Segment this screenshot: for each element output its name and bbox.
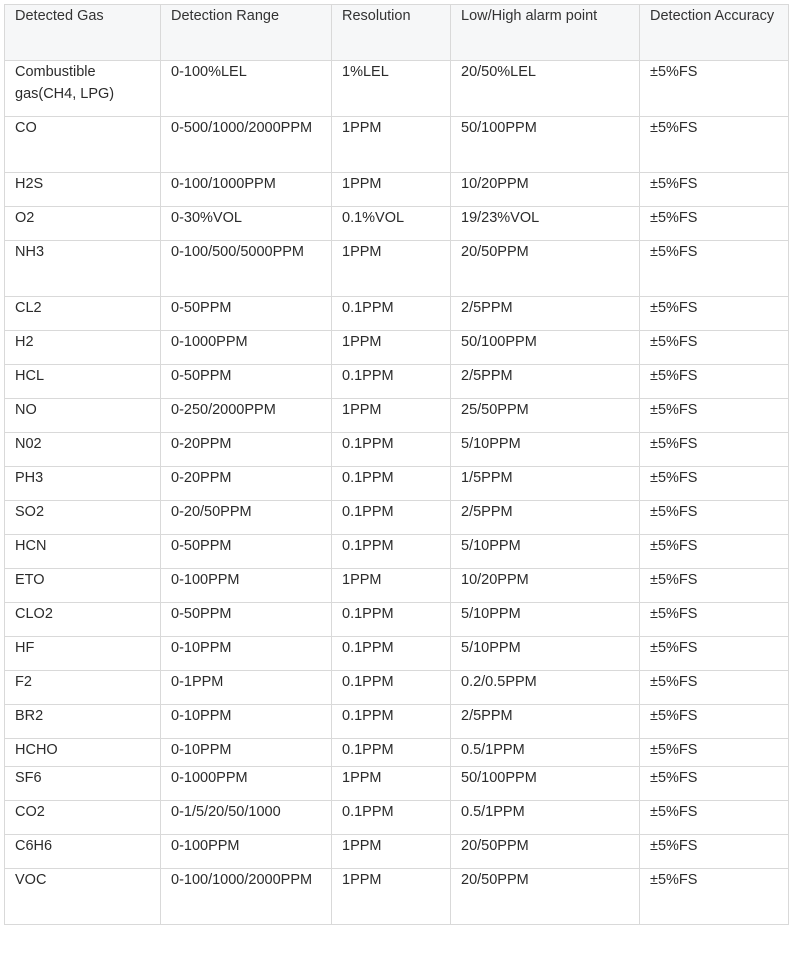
header-detection-range: Detection Range: [161, 5, 332, 61]
cell-alarm-point: 0.2/0.5PPM: [451, 671, 640, 705]
cell-detection-range: 0-1PPM: [161, 671, 332, 705]
cell-detection-accuracy: ±5%FS: [640, 801, 789, 835]
cell-alarm-point: 10/20PPM: [451, 569, 640, 603]
cell-resolution: 0.1PPM: [332, 671, 451, 705]
cell-detected-gas: H2S: [5, 173, 161, 207]
cell-alarm-point: 50/100PPM: [451, 331, 640, 365]
table-row: [5, 767, 789, 801]
cell-detected-gas: H2: [5, 331, 161, 365]
cell-detected-gas: HF: [5, 637, 161, 671]
cell-detection-accuracy: ±5%FS: [640, 331, 789, 365]
gas-spec-table-bottom: [4, 766, 789, 925]
cell-resolution: 1PPM: [332, 117, 451, 173]
cell-detected-gas: HCHO: [5, 739, 161, 773]
cell-resolution: 1PPM: [332, 869, 451, 925]
cell-detected-gas: SF6: [5, 767, 161, 801]
cell-resolution: 0.1PPM: [332, 535, 451, 569]
table-row: [5, 637, 789, 671]
cell-alarm-point: 25/50PPM: [451, 399, 640, 433]
cell-alarm-point: 5/10PPM: [451, 637, 640, 671]
cell-resolution: 0.1PPM: [332, 433, 451, 467]
table-row: [5, 603, 789, 637]
table-body-top: [5, 61, 789, 773]
cell-resolution: 0.1PPM: [332, 365, 451, 399]
cell-alarm-point: 20/50%LEL: [451, 61, 640, 117]
cell-detection-range: 0-1000PPM: [161, 767, 332, 801]
cell-detection-range: 0-100/1000PPM: [161, 173, 332, 207]
cell-detection-accuracy: ±5%FS: [640, 739, 789, 773]
cell-resolution: 0.1PPM: [332, 467, 451, 501]
cell-detected-gas: CLO2: [5, 603, 161, 637]
table-row: [5, 173, 789, 207]
cell-detection-accuracy: ±5%FS: [640, 637, 789, 671]
cell-detected-gas: HCL: [5, 365, 161, 399]
table-row: [5, 331, 789, 365]
cell-detection-range: 0-20/50PPM: [161, 501, 332, 535]
cell-resolution: 0.1PPM: [332, 801, 451, 835]
cell-detected-gas: NO: [5, 399, 161, 433]
cell-detected-gas: HCN: [5, 535, 161, 569]
table-body-bottom: [5, 767, 789, 925]
cell-detection-range: 0-50PPM: [161, 535, 332, 569]
cell-resolution: 0.1PPM: [332, 297, 451, 331]
cell-alarm-point: 50/100PPM: [451, 767, 640, 801]
table-row: [5, 117, 789, 173]
cell-detection-range: 0-50PPM: [161, 297, 332, 331]
header-alarm-point: Low/High alarm point: [451, 5, 640, 61]
cell-detection-range: 0-500/1000/2000PPM: [161, 117, 332, 173]
cell-detection-range: 0-100%LEL: [161, 61, 332, 117]
cell-resolution: 0.1PPM: [332, 603, 451, 637]
cell-detection-accuracy: ±5%FS: [640, 173, 789, 207]
cell-detected-gas: NH3: [5, 241, 161, 297]
cell-detected-gas: Combustible gas(CH4, LPG): [5, 61, 161, 117]
cell-detection-accuracy: ±5%FS: [640, 297, 789, 331]
cell-detected-gas: ETO: [5, 569, 161, 603]
cell-detection-accuracy: ±5%FS: [640, 365, 789, 399]
cell-alarm-point: 5/10PPM: [451, 603, 640, 637]
cell-alarm-point: 20/50PPM: [451, 241, 640, 297]
cell-detected-gas: VOC: [5, 869, 161, 925]
cell-detected-gas: N02: [5, 433, 161, 467]
cell-alarm-point: 1/5PPM: [451, 467, 640, 501]
table-row: [5, 835, 789, 869]
cell-detection-accuracy: ±5%FS: [640, 433, 789, 467]
cell-detection-range: 0-10PPM: [161, 739, 332, 773]
cell-detection-accuracy: ±5%FS: [640, 569, 789, 603]
header-detection-accuracy: Detection Accuracy: [640, 5, 789, 61]
cell-alarm-point: 5/10PPM: [451, 433, 640, 467]
table-row: [5, 207, 789, 241]
table-row: [5, 241, 789, 297]
table-row: [5, 365, 789, 399]
table-row: [5, 569, 789, 603]
header-resolution: Resolution: [332, 5, 451, 61]
table-row: [5, 801, 789, 835]
cell-alarm-point: 2/5PPM: [451, 501, 640, 535]
table-row: [5, 501, 789, 535]
cell-detection-accuracy: ±5%FS: [640, 501, 789, 535]
cell-resolution: 1PPM: [332, 767, 451, 801]
cell-detected-gas: CL2: [5, 297, 161, 331]
cell-detection-range: 0-20PPM: [161, 467, 332, 501]
cell-detection-accuracy: ±5%FS: [640, 399, 789, 433]
cell-detected-gas: CO: [5, 117, 161, 173]
cell-detection-range: 0-100/1000/2000PPM: [161, 869, 332, 925]
cell-alarm-point: 0.5/1PPM: [451, 739, 640, 773]
cell-resolution: 1PPM: [332, 241, 451, 297]
gas-spec-table-top: [4, 4, 789, 773]
cell-resolution: 1PPM: [332, 399, 451, 433]
cell-detection-accuracy: ±5%FS: [640, 241, 789, 297]
table-row: [5, 61, 789, 117]
table-row: [5, 433, 789, 467]
cell-resolution: 1PPM: [332, 331, 451, 365]
cell-detected-gas: CO2: [5, 801, 161, 835]
cell-detection-range: 0-30%VOL: [161, 207, 332, 241]
table-row: [5, 535, 789, 569]
cell-alarm-point: 10/20PPM: [451, 173, 640, 207]
cell-alarm-point: 2/5PPM: [451, 705, 640, 739]
cell-detection-accuracy: ±5%FS: [640, 835, 789, 869]
cell-detection-range: 0-1/5/20/50/1000: [161, 801, 332, 835]
cell-detection-accuracy: ±5%FS: [640, 207, 789, 241]
cell-resolution: 0.1%VOL: [332, 207, 451, 241]
table-row: [5, 705, 789, 739]
cell-alarm-point: 50/100PPM: [451, 117, 640, 173]
cell-detection-range: 0-50PPM: [161, 365, 332, 399]
cell-detection-range: 0-100/500/5000PPM: [161, 241, 332, 297]
cell-detection-range: 0-10PPM: [161, 705, 332, 739]
cell-detected-gas: SO2: [5, 501, 161, 535]
cell-resolution: 0.1PPM: [332, 705, 451, 739]
cell-detection-range: 0-100PPM: [161, 835, 332, 869]
cell-detection-accuracy: ±5%FS: [640, 869, 789, 925]
cell-detection-range: 0-10PPM: [161, 637, 332, 671]
cell-detection-range: 0-100PPM: [161, 569, 332, 603]
cell-alarm-point: 2/5PPM: [451, 297, 640, 331]
table-header-row: [5, 5, 789, 61]
cell-resolution: 1PPM: [332, 569, 451, 603]
cell-resolution: 0.1PPM: [332, 637, 451, 671]
table-row: [5, 399, 789, 433]
cell-detected-gas: PH3: [5, 467, 161, 501]
cell-detected-gas: BR2: [5, 705, 161, 739]
table-row: [5, 671, 789, 705]
cell-alarm-point: 5/10PPM: [451, 535, 640, 569]
cell-detected-gas: O2: [5, 207, 161, 241]
table-row: [5, 297, 789, 331]
cell-alarm-point: 20/50PPM: [451, 869, 640, 925]
cell-detected-gas: C6H6: [5, 835, 161, 869]
cell-detection-accuracy: ±5%FS: [640, 535, 789, 569]
cell-resolution: 0.1PPM: [332, 739, 451, 773]
cell-detection-accuracy: ±5%FS: [640, 705, 789, 739]
cell-detection-accuracy: ±5%FS: [640, 467, 789, 501]
cell-detected-gas: F2: [5, 671, 161, 705]
cell-detection-range: 0-50PPM: [161, 603, 332, 637]
cell-detection-range: 0-250/2000PPM: [161, 399, 332, 433]
cell-alarm-point: 0.5/1PPM: [451, 801, 640, 835]
cell-detection-accuracy: ±5%FS: [640, 767, 789, 801]
cell-detection-accuracy: ±5%FS: [640, 117, 789, 173]
cell-alarm-point: 19/23%VOL: [451, 207, 640, 241]
cell-resolution: 1PPM: [332, 835, 451, 869]
cell-alarm-point: 20/50PPM: [451, 835, 640, 869]
table-row: [5, 869, 789, 925]
cell-detection-range: 0-1000PPM: [161, 331, 332, 365]
table-row: [5, 467, 789, 501]
cell-alarm-point: 2/5PPM: [451, 365, 640, 399]
cell-detection-accuracy: ±5%FS: [640, 603, 789, 637]
cell-resolution: 1%LEL: [332, 61, 451, 117]
cell-detection-accuracy: ±5%FS: [640, 61, 789, 117]
cell-resolution: 1PPM: [332, 173, 451, 207]
header-detected-gas: Detected Gas: [5, 5, 161, 61]
cell-detection-range: 0-20PPM: [161, 433, 332, 467]
cell-detection-accuracy: ±5%FS: [640, 671, 789, 705]
cell-resolution: 0.1PPM: [332, 501, 451, 535]
